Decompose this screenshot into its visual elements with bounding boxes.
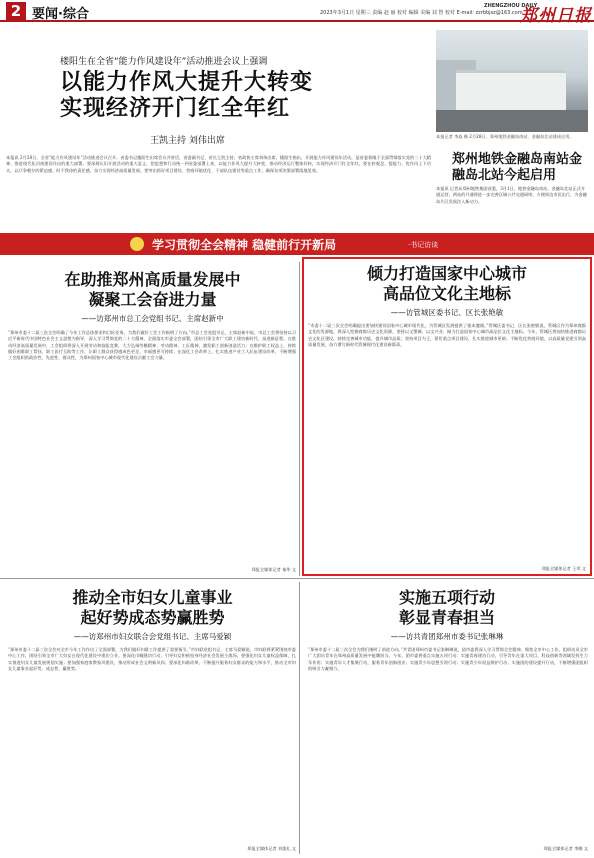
page-masthead: [0, 0, 594, 26]
banner-title: 学习贯彻全会精神 稳健前行开新局: [152, 238, 337, 252]
lead-headline-line-2: 实现经济开门红全年红: [60, 96, 291, 121]
article-body: “市委十二届三次全会明确提出要加快建设国家中心城市现代化，为管城区发展提供了根本遵循。”管城区委书记、区长张艳敏说，管城区作为郑州商都文化的发源地，将深入挖掘商都历史文化资源，坚持以文塑城、以文兴业，倾力打造国家中心城市高品位文化主地标。今年，管城区将加快推进商都历史文化区建设，持续完善城市功能，提升城市品质；坚持项目为王，紧盯重点项目建设，扎实推进城市更新；不断优化营商环境，以高质量党建引领高质量发展，奋力谱写新时代管城现代化建设新篇章。: [308, 323, 586, 347]
page-number: 2: [6, 2, 26, 20]
lead-headline: [60, 70, 420, 122]
party-emblem-icon: [130, 237, 144, 251]
section-divider: [0, 578, 594, 579]
photo-credit: 本报记者 李焱 摄 2月28日，郑州地铁金融岛南站、金融岛北站建成启用。: [436, 134, 574, 139]
article-credit: 郑报全媒体记者 刘俊礼 文: [247, 846, 296, 851]
section-banner: [0, 233, 594, 255]
article-headline: 倾力打造国家中心城市 高品位文化主地标: [366, 264, 527, 303]
issue-info: 2023年3月1日 星期三 责编 赵 丽 校对 编辑 美编 刘 智 校对 E-mail: zzrbbjsz@163.com: [320, 10, 523, 16]
lead-subtitle: 王凯主持 刘伟出席: [150, 136, 225, 146]
article-body: “郑州市委十二届三次全会明确了今年工作总体要求和目标任务，为我们做好工会工作指明了方向。”市总工会党组书记、主席赵新中说，市总工会将坚持以习近平新时代中国特色社会主义思想为指导，深入学习贯彻党的二十大精神，全面落实市委全会部署，团结引领全市广大职工建功新时代、奋进新征程。在推动经济高质量发展中，工会组织将深入开展劳动和技能竞赛，大力弘扬劳模精神、劳动精神、工匠精神，激发职工创新创造活力；在维护职工权益上，持续做好困难职工帮扶、职工医疗互助等工作，让职工群众获得感成色更足、幸福感更可持续；在深化工会改革上，扎实推进产业工人队伍建设改革，不断增强工会组织的政治性、先进性、群众性，为郑州国家中心城市现代化建设贡献工会力量。: [8, 330, 296, 361]
article-headline: 实施五项行动 彰显青春担当: [398, 588, 495, 627]
article-credit: 郑报全媒体记者 李娜 文: [543, 846, 588, 851]
article-headline: 在助推郑州高质量发展中 凝聚工会奋进力量: [64, 270, 241, 309]
lead-headline-line-1: 以能力作风大提升大转变: [60, 70, 314, 95]
section-name: 要闻·综合: [32, 7, 89, 22]
banner-tag: ·书记访谈: [408, 241, 439, 249]
article-body: “郑州市委十二届三次全会为我们指明了前进方向。”共青团郑州市委书记张琳琳说，团市委将深入学习贯彻全会精神，聚焦全市中心工作，组织动员全市广大团员青年在郑州高质量发展中挺膺担当。今年，团市委将重点实施五项行动：实施青春建功行动，引导青年在重大项目、科技创新等领域发挥生力军作用；实施青年人才集聚行动，服务青年创新创业；实施青少年思想引领行动；实施青少年权益维护行动；实施团的建设提升行动，不断增强团组织的吸引力凝聚力。: [308, 647, 588, 671]
lead-kicker: 楼阳生在全省“能力作风建设年”活动推进会议上强调: [60, 57, 268, 67]
column-divider: [299, 262, 300, 576]
column-divider: [299, 582, 300, 854]
metro-station-photo: [436, 30, 588, 132]
lead-body: 本报讯 2月28日，全省“能力作风建设年”活动推进会议召开。省委书记楼阳生出席会议并讲话，省委副书记、省长王凯主持，省政协主席刘伟出席。楼阳生指出，开展能力作风建设年活动，是省委着眼于全面贯彻落实党的二十大精神、推进现代化河南建设作出的重大部署。要深刻认识开展活动的重大意义，把思想和行动统一到省委部署上来，以能力作风大提升大转变，推动经济运行整体好转，实现经济开门红全年红。要在转观念、提能力、优作风上下功夫，以只争朝夕的紧迫感、时不我待的责任感，奋力实现经济高质量发展。要突出抓好项目建设、营商环境优化、干部队伍建设等重点工作，确保各项决策部署落地见效。: [6, 155, 431, 173]
article-subtitle: ——访郑州市妇女联合会党组书记、主席马爱颖: [73, 632, 232, 641]
photo-story-body: 本报讯 记者从郑州地铁集团获悉，3月1日，地铁金融岛南站、金融岛北站正式开通运营。两站的开通将进一步完善区域公共交通网络，方便周边市民出行，为金融岛片区发展注入新动力。: [436, 186, 587, 204]
article-body: “郑州市委十二届三次全会对全市今年工作作出了全面部署，为我们做好妇联工作提供了重要指引。”市妇联党组书记、主席马爱颖说，市妇联将紧紧围绕市委中心工作，团结引领全市广大妇女在现代化建设中建功立业。要深化巾帼建功行动，引导妇女积极投身经济社会发展主战场；要强化妇女儿童权益保障，扎实推进妇女儿童发展规划实施；要加强家庭家教家风建设，推动形成社会文明新风尚；要深化妇联改革，不断提升服务妇女群众的能力和水平，推动全市妇女儿童事业起好势、成态势、赢胜势。: [8, 647, 296, 671]
photo-headline: 郑州地铁金融岛南站金融岛北站今起启用: [452, 152, 583, 183]
article-headline: 推动全市妇女儿童事业 起好势成态势赢胜势: [72, 588, 233, 627]
article-credit: 郑报全媒体记者 王翠 文: [541, 566, 586, 571]
article-credit: 郑报全媒体记者 秦华 文: [251, 567, 296, 572]
article-subtitle: ——访共青团郑州市委书记张琳琳: [390, 632, 504, 641]
paper-english-name: ZHENGZHOU DAILY: [484, 3, 538, 9]
paper-logo: 郑州日报: [520, 6, 592, 26]
article-subtitle: ——访郑州市总工会党组书记、主席赵新中: [81, 314, 224, 323]
article-subtitle: ——访管城区委书记、区长张艳敏: [390, 308, 504, 317]
